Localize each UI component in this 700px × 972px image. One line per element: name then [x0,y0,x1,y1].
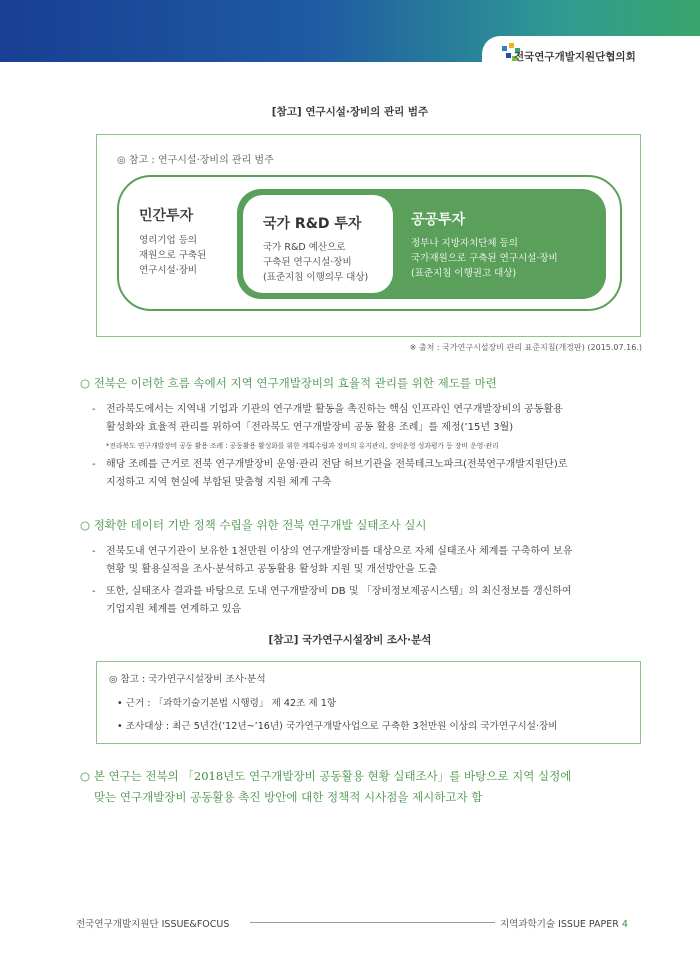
section1-note: *전라북도 연구개발장비 공동 활용 조례 : 공동활용 활성화를 위한 계획수립과 장비의 유지관리, 장비운영 성과평가 등 장비 운영·관리 [106,442,499,450]
figure2-box [96,661,641,744]
figure1-source: ※ 출처 : 국가연구시설장비 관리 표준지침(개정판) (2015.07.16.) [409,343,642,352]
private-investment-ring [117,175,622,311]
figure1-box [96,134,641,337]
national-rnd-title: 국가 R&D 투자 [263,216,362,232]
org-name: 전국연구개발지원단협의회 [514,51,636,63]
footer-left: 전국연구개발지원단 ISSUE&FOCUS [76,919,230,930]
figure2-item-target: • 조사대상 : 최근 5년간(’12년~’16년) 국가연구개발사업으로 구축한 3천만원 이상의 국가연구시설·장비 [117,721,558,732]
section2-heading: ○ 정확한 데이터 기반 정책 수립을 위한 전북 연구개발 실태조사 실시 [80,518,427,532]
footer-right: 지역과학기술 ISSUE PAPER 4 [500,919,628,930]
figure2-caption: [참고] 국가연구시설장비 조사·분석 [268,634,432,646]
header-org-tab [482,36,700,80]
section2-bullet2: - 또한, 실태조사 결과를 바탕으로 도내 연구개발장비 DB 및 「장비정보제공시스템」의 최신정보를 갱신하여 기업지원 체계를 연계하고 있음 [92,586,572,615]
public-investment-block [237,189,606,299]
section2-bullet1: - 전북도내 연구기관이 보유한 1천만원 이상의 연구개발장비를 대상으로 자체 실태조사 체계를 구축하여 보유 현황 및 활용실적을 조사·분석하고 공동활용 활성화 지원 및 개선방안을 도출 [92,546,573,575]
private-investment-desc: 영리기업 등의 재원으로 구축된 연구시설·장비 [139,235,207,276]
figure2-ref-title: ◎ 참고 : 국가연구시설장비 조사·분석 [109,674,266,685]
footer-divider [250,922,495,923]
figure1-ref-title: ◎ 참고 : 연구시설·장비의 관리 범주 [117,155,274,166]
figure1-caption: [참고] 연구시설·장비의 관리 범주 [271,106,429,118]
national-rnd-block [243,195,393,293]
public-investment-desc: 정부나 지방자치단체 등의 국가재원으로 구축된 연구시설·장비 (표준지침 이행권고 대상) [411,238,558,279]
private-investment-title: 민간투자 [139,208,194,224]
section1-bullet2: - 해당 조례를 근거로 전북 연구개발장비 운영·관리 전담 허브기관을 전북테크노파크(전북연구개발지원단)로 지정하고 지역 현실에 부합된 맞춤형 지원 체계 구축 [92,459,568,488]
figure2-item-basis: • 근거 : 「과학기술기본법 시행령」 제 42조 제 1항 [117,698,337,709]
section1-bullet1: - 전라북도에서는 지역내 기업과 기관의 연구개발 활동을 촉진하는 핵심 인프라인 연구개발장비의 공동활용 활성화와 효율적 관리를 위하여「전라북도 연구개발장비 공동 활용 조례」를 제정(’15년 3월) [92,404,563,433]
national-rnd-desc: 국가 R&D 예산으로 구축된 연구시설·장비 (표준지침 이행의무 대상) [263,242,369,283]
public-investment-title: 공공투자 [411,212,466,228]
conclusion-heading: ○ 본 연구는 전북의 「2018년도 연구개발장비 공동활용 현황 실태조사」를 바탕으로 지역 실정에 맞는 연구개발장비 공동활용 촉진 방안에 대한 정책적 시사점을 제시하고자 함 [80,769,572,804]
section1-heading: ○ 전북은 이러한 흐름 속에서 지역 연구개발장비의 효율적 관리를 위한 제도를 마련 [80,376,497,390]
page-number: 4 [621,919,628,930]
